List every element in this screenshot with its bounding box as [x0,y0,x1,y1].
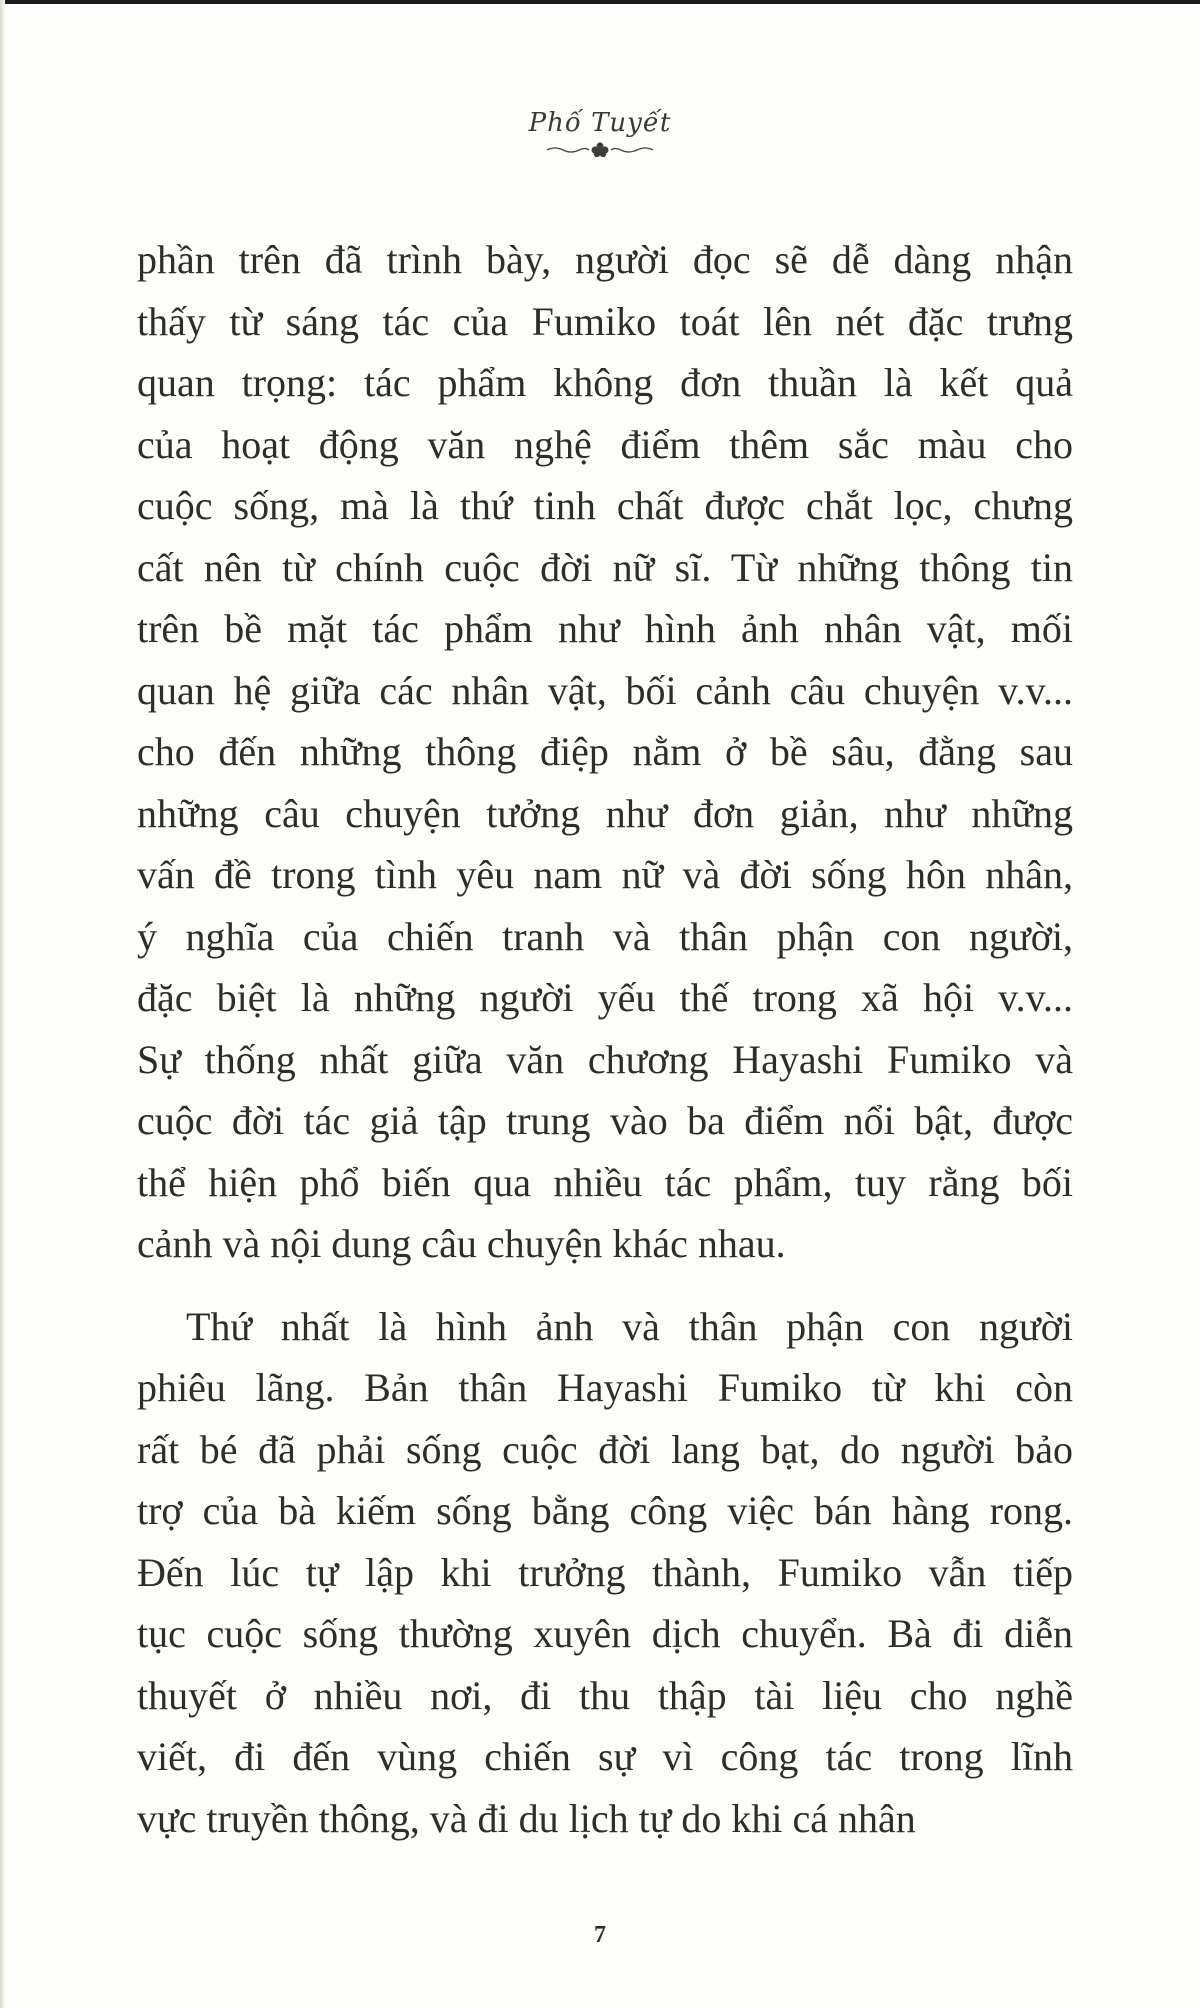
page-number: 7 [594,1922,606,1948]
running-header [0,108,1200,158]
text-line: phiêu lãng. Bản thân Hayashi Fumiko từ khi còn [137,1365,1073,1410]
page-top-edge [0,0,1200,4]
paragraph [137,1296,1073,1850]
text-line: trợ của bà kiếm sống bằng công việc bán hàng rong. [137,1488,1073,1533]
text-line: thuyết ở nhiều nơi, đi thu thập tài liệu cho nghề [137,1672,1073,1718]
paragraph [137,229,1073,1275]
text-line: cho đến những thông điệp nằm ở bề sâu, đằng sau [137,729,1073,774]
text-line: của hoạt động văn nghệ điểm thêm sắc màu cho [137,421,1073,467]
text-line: rất bé đã phải sống cuộc đời lang bạt, do người bảo [137,1426,1073,1472]
text-line: cuộc đời tác giả tập trung vào ba điểm nổi bật, được [137,1098,1073,1143]
text-line: cất nên từ chính cuộc đời nữ sĩ. Từ những thông tin [137,544,1073,590]
text-line: thấy từ sáng tác của Fumiko toát lên nét đặc trưng [137,298,1073,344]
text-line: Sự thống nhất giữa văn chương Hayashi Fumiko và [137,1036,1073,1082]
text-line: quan trọng: tác phẩm không đơn thuần là kết quả [137,360,1073,405]
body-text [137,229,1073,1849]
text-line: ý nghĩa của chiến tranh và thân phận con người, [137,913,1073,959]
text-line: cảnh và nội dung câu chuyện khác nhau. [137,1221,786,1266]
text-line: trên bề mặt tác phẩm như hình ảnh nhân vật, mối [137,606,1073,651]
text-line: những câu chuyện tưởng như đơn giản, như những [137,790,1073,836]
text-line: Thứ nhất là hình ảnh và thân phận con người [186,1303,1073,1349]
text-line: đặc biệt là những người yếu thế trong xã hội v.v... [137,975,1073,1020]
text-line: phần trên đã trình bày, người đọc sẽ dễ dàng nhận [137,237,1073,282]
text-line: viết, đi đến vùng chiến sự vì công tác trong lĩnh [137,1734,1073,1779]
running-header-title: Phố Tuyết [528,108,672,138]
text-line: Đến lúc tự lập khi trưởng thành, Fumiko vẫn tiếp [137,1549,1073,1595]
page-binding-shadow [0,0,5,2008]
text-line: cuộc sống, mà là thứ tinh chất được chắt lọc, chưng [137,483,1073,528]
text-line: vực truyền thông, và đi du lịch tự do khi cá nhân [137,1795,916,1841]
text-line: thể hiện phổ biến qua nhiều tác phẩm, tuy rằng bối [137,1159,1073,1205]
text-line: tục cuộc sống thường xuyên dịch chuyển. Bà đi diễn [137,1611,1073,1656]
text-line: quan hệ giữa các nhân vật, bối cảnh câu chuyện v.v... [137,667,1073,713]
floral-divider-icon [545,142,655,158]
text-line: vấn đề trong tình yêu nam nữ và đời sống hôn nhân, [137,852,1073,897]
